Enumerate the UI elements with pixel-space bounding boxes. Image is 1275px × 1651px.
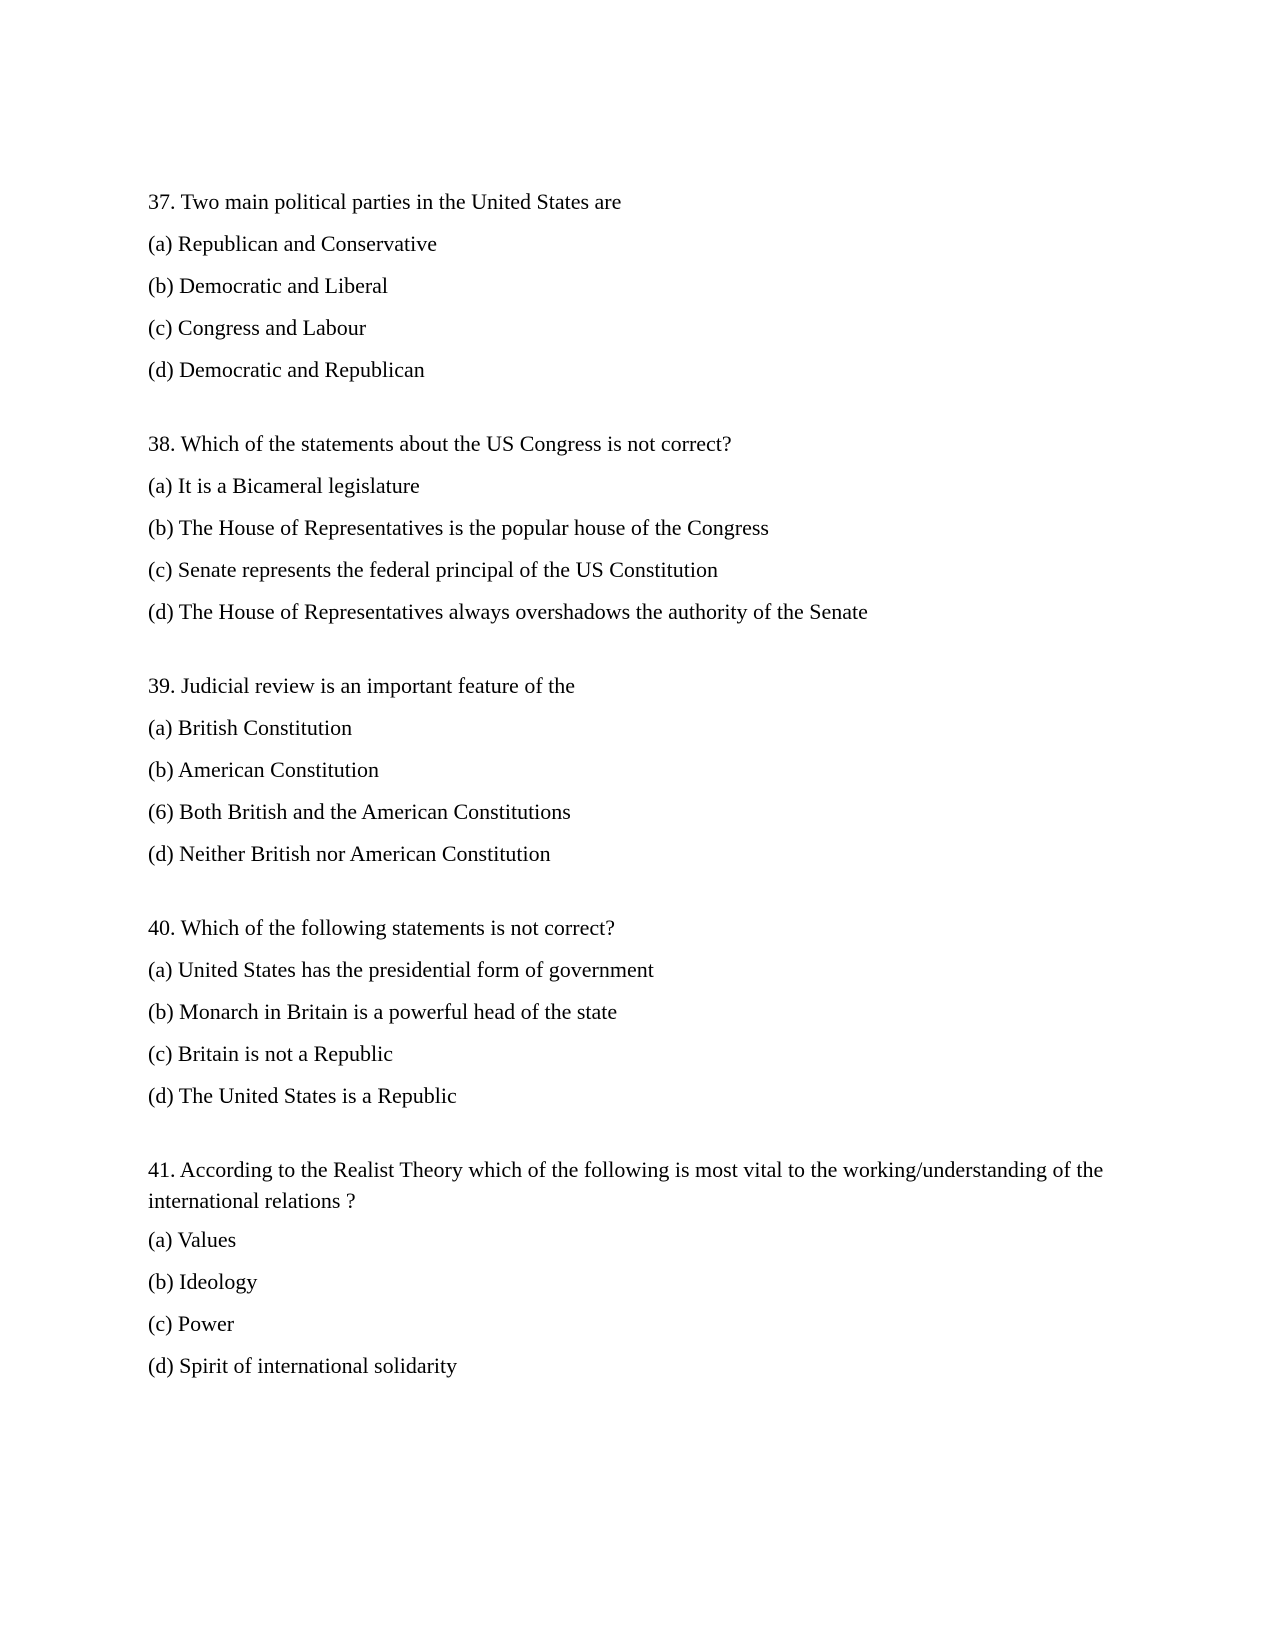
option-a: (a) Republican and Conservative [148,231,437,256]
option-b: (b) American Constitution [148,757,379,782]
question-39 [148,670,1128,869]
option-b: (b) Monarch in Britain is a powerful head of the state [148,999,618,1024]
question-40 [148,912,1128,1111]
option-b: (b) Democratic and Liberal [148,273,389,298]
option-c: (c) Congress and Labour [148,315,367,340]
question-list [148,186,1128,1424]
option-a: (a) It is a Bicameral legislature [148,473,420,498]
option-d: (d) The House of Representatives always overshadows the authority of the Senate [148,599,868,624]
question-text: 38. Which of the statements about the US Congress is not correct? [148,431,732,456]
question-38 [148,428,1128,627]
option-c: (c) Power [148,1311,235,1336]
option-c: (c) Britain is not a Republic [148,1041,393,1066]
option-a: (a) British Constitution [148,715,353,740]
option-d: (d) Democratic and Republican [148,357,425,382]
option-d: (d) Neither British nor American Constitution [148,841,551,866]
option-c: (6) Both British and the American Constitutions [148,799,571,824]
option-d: (d) The United States is a Republic [148,1083,457,1108]
question-37 [148,186,1128,385]
question-41 [148,1154,1128,1381]
question-text: 37. Two main political parties in the United States are [148,189,622,214]
option-d: (d) Spirit of international solidarity [148,1353,458,1378]
option-a: (a) Values [148,1227,237,1252]
option-c: (c) Senate represents the federal principal of the US Constitution [148,557,718,582]
question-text: 39. Judicial review is an important feature of the [148,673,576,698]
question-text: 40. Which of the following statements is not correct? [148,915,615,940]
option-b: (b) Ideology [148,1269,258,1294]
option-a: (a) United States has the presidential form of government [148,957,654,982]
option-b: (b) The House of Representatives is the popular house of the Congress [148,515,769,540]
question-text: 41. According to the Realist Theory which of the following is most vital to the working/understanding of the international relations ? [148,1157,1104,1213]
